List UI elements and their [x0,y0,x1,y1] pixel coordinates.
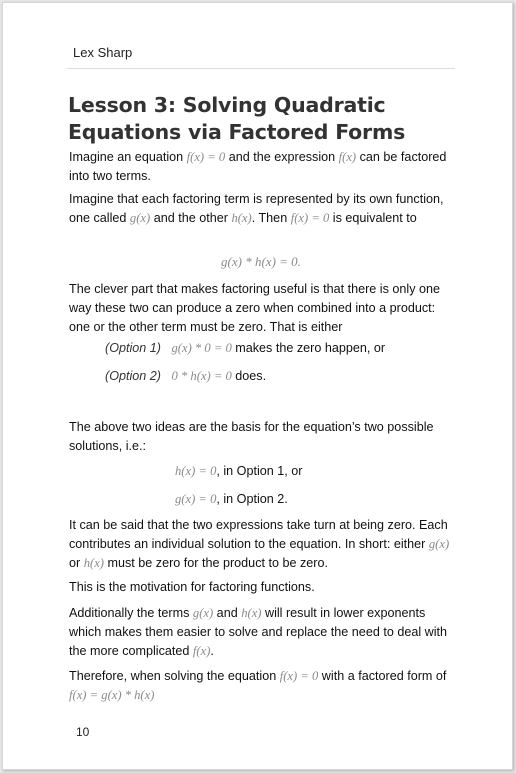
lesson-title: Lesson 3: Solving Quadratic Equations via Factored Forms [68,93,406,144]
document-page [2,2,513,770]
math-expression: h(x) [231,211,252,225]
math-expression: f(x) = 0 [279,669,319,683]
math-expression: f(x) [192,644,211,658]
paragraph-1: Imagine an equation f(x) = 0 and the expression f(x) can be factored into two terms. [69,150,447,183]
option-1-line: (Option 1) g(x) * 0 = 0 makes the zero happen, or [105,341,386,355]
math-expression: h(x) [83,556,104,570]
math-expression: g(x) [129,211,151,225]
math-expression: g(x) [428,537,450,551]
math-expression: g(x) [192,606,214,620]
math-expression: h(x) [241,606,262,620]
math-expression: g(x) * 0 = 0 [171,341,232,355]
solution-2-line: g(x) = 0, in Option 2. [175,492,288,506]
paragraph-7: Additionally the terms g(x) and h(x) will result in lower exponents which makes them easier to solve and replace the need to deal with the more complicated f(x). [69,606,448,658]
math-expression: f(x) = g(x) * h(x) [69,688,155,702]
math-expression: 0 * h(x) = 0 [171,369,232,383]
running-header-author: Lex Sharp [73,45,133,60]
math-expression: f(x) = 0 [186,150,226,164]
paragraph-8: Therefore, when solving the equation f(x) = 0 with a factored form of f(x) = g(x) * h(x) [69,669,447,702]
math-expression: g(x) = 0 [175,492,217,506]
equation-product: g(x) * h(x) = 0. [221,254,301,269]
math-expression: h(x) = 0 [175,464,217,478]
option-2-line: (Option 2) 0 * h(x) = 0 does. [105,369,267,383]
paragraph-2: Imagine that each factoring term is represented by its own function, one called g(x) and the other h(x). Then f(x) = 0 is equivalent to [69,192,444,225]
option-1-label: (Option 1) [105,341,161,355]
header-divider [67,68,455,69]
paragraph-4: The above two ideas are the basis for the equation’s two possible solutions, i.e.: [69,420,434,453]
solution-1-line: h(x) = 0, in Option 1, or [175,464,303,478]
paragraph-6: This is the motivation for factoring functions. [69,580,315,594]
paragraph-5: It can be said that the two expressions take turn at being zero. Each contributes an individual solution to the equation. In short: either g(x) or h(x) must be zero for the product to be zero. [69,518,450,570]
page-number: 10 [76,725,90,739]
option-2-label: (Option 2) [105,369,161,383]
math-expression: f(x) = 0 [290,211,330,225]
paragraph-3: The clever part that makes factoring useful is that there is only one way these two can produce a zero when combined into a product: one or the other term must be zero. That is either [69,282,441,334]
math-expression: f(x) [338,150,357,164]
